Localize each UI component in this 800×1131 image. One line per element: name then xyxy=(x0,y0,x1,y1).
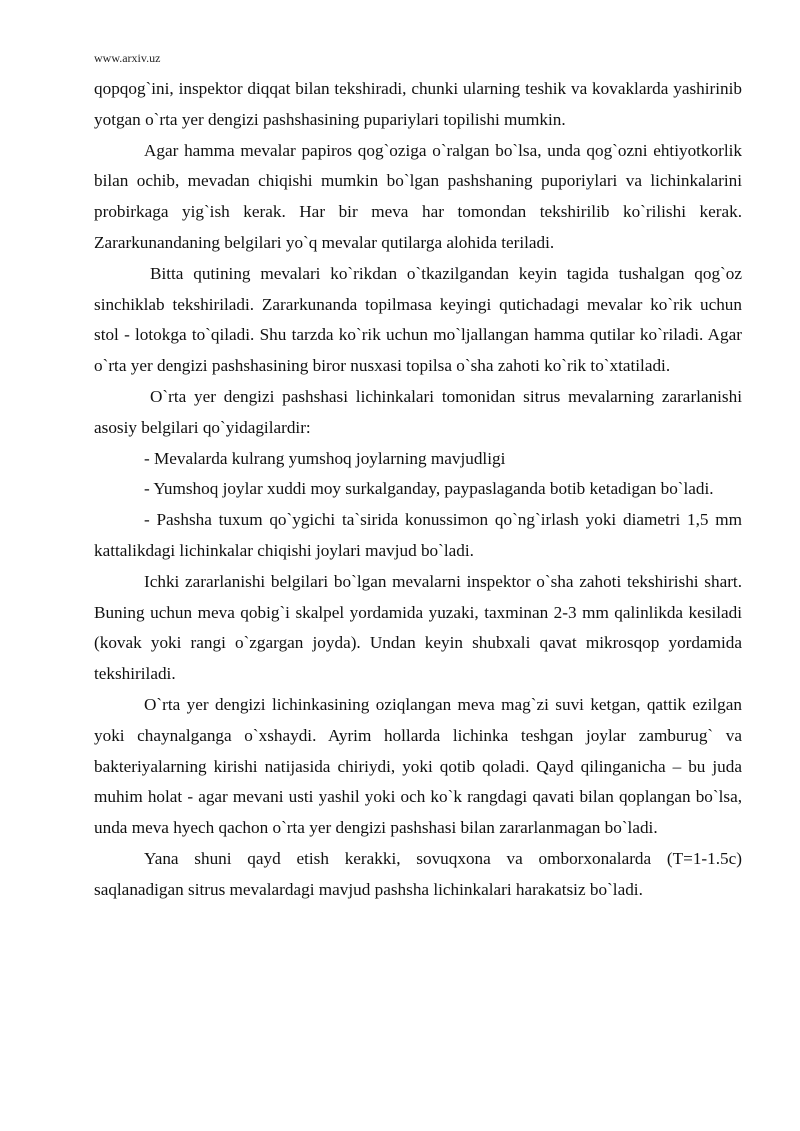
paragraph-4: O`rta yer dengizi pashshasi lichinkalari tomonidan sitrus mevalarning zararlanishi asosiy belgilari qo`yidagilardir: xyxy=(94,386,742,437)
paragraph-3: Bitta qutining mevalari ko`rikdan o`tkazilgandan keyin tagida tushalgan qog`oz sinchiklab tekshiriladi. Zararkunanda topilmasa keyingi qutichadagi mevalar ko`rik uchun stol - lotokga to`qiladi. Shu tarzda ko`rik uchun mo`ljallangan hamma qutilar ko`riladi. Agar o`rta yer dengizi pashshasining biror nusxasi topilsa o`sha zahoti ko`rik to`xtatiladi. xyxy=(94,263,742,376)
list-item-2: - Yumshoq joylar xuddi moy surkalganday, paypaslaganda botib ketadigan bo`ladi. xyxy=(144,479,714,499)
paragraph-2: Agar hamma mevalar papiros qog`oziga o`ralgan bo`lsa, unda qog`ozni ehtiyotkorlik bilan ochib, mevadan chiqishi mumkin bo`lgan pashshaning puporiylari va lichinkalarini probirkaga yig`ish kerak. Har bir meva har tomondan tekshirilib ko`rilishi kerak. Zararkunandaning belgilari yo`q mevalar qutilarga alohida teriladi. xyxy=(94,140,742,252)
paragraph-7: Yana shuni qayd etish kerakki, sovuqxona va omborxonalarda (T=1-1.5c) saqlanadigan sitrus mevalardagi mavjud pashsha lichinkalari harakatsiz bo`ladi. xyxy=(94,848,742,899)
list-item-3: - Pashsha tuxum qo`ygichi ta`sirida konussimon qo`ng`irlash yoki diametri 1,5 mm kattalikdagi lichinkalar chiqishi joylari mavjud bo`ladi. xyxy=(94,510,742,560)
paragraph-5: Ichki zararlanishi belgilari bo`lgan mevalarni inspektor o`sha zahoti tekshirishi shart. Buning uchun meva qobig`i skalpel yordamida yuzaki, taxminan 2-3 mm qalinlikda kesiladi (kovak yoki rangi o`zgargan joyda). Undan keyin shubxali qavat mikrosqop yordamida tekshiriladi. xyxy=(94,571,742,684)
document-body xyxy=(94,74,742,906)
paragraph-1: qopqog`ini, inspektor diqqat bilan tekshiradi, chunki ularning teshik va kovaklarda yashirinib yotgan o`rta yer dengizi pashshasining pupariylari topilishi mumkin. xyxy=(94,79,742,129)
paragraph-6: O`rta yer dengizi lichinkasining oziqlangan meva mag`zi suvi ketgan, qattik ezilgan yoki chaynalganga o`xshaydi. Ayrim hollarda lichinka teshgan joylar zamburug` va bakteriyalarning kirishi natijasida chiriydi, yoki qotib qoladi. Qayd qilinganicha – bu juda muhim holat - agar mevani usti yashil yoki och ko`k rangdagi qavati bilan qoplangan bo`lsa, unda meva hyech qachon o`rta yer dengizi pashshasi bilan zararlanmagan bo`ladi. xyxy=(94,694,742,838)
site-url-header: www.arxiv.uz xyxy=(94,51,161,65)
list-item-1: - Mevalarda kulrang yumshoq joylarning mavjudligi xyxy=(144,448,506,468)
